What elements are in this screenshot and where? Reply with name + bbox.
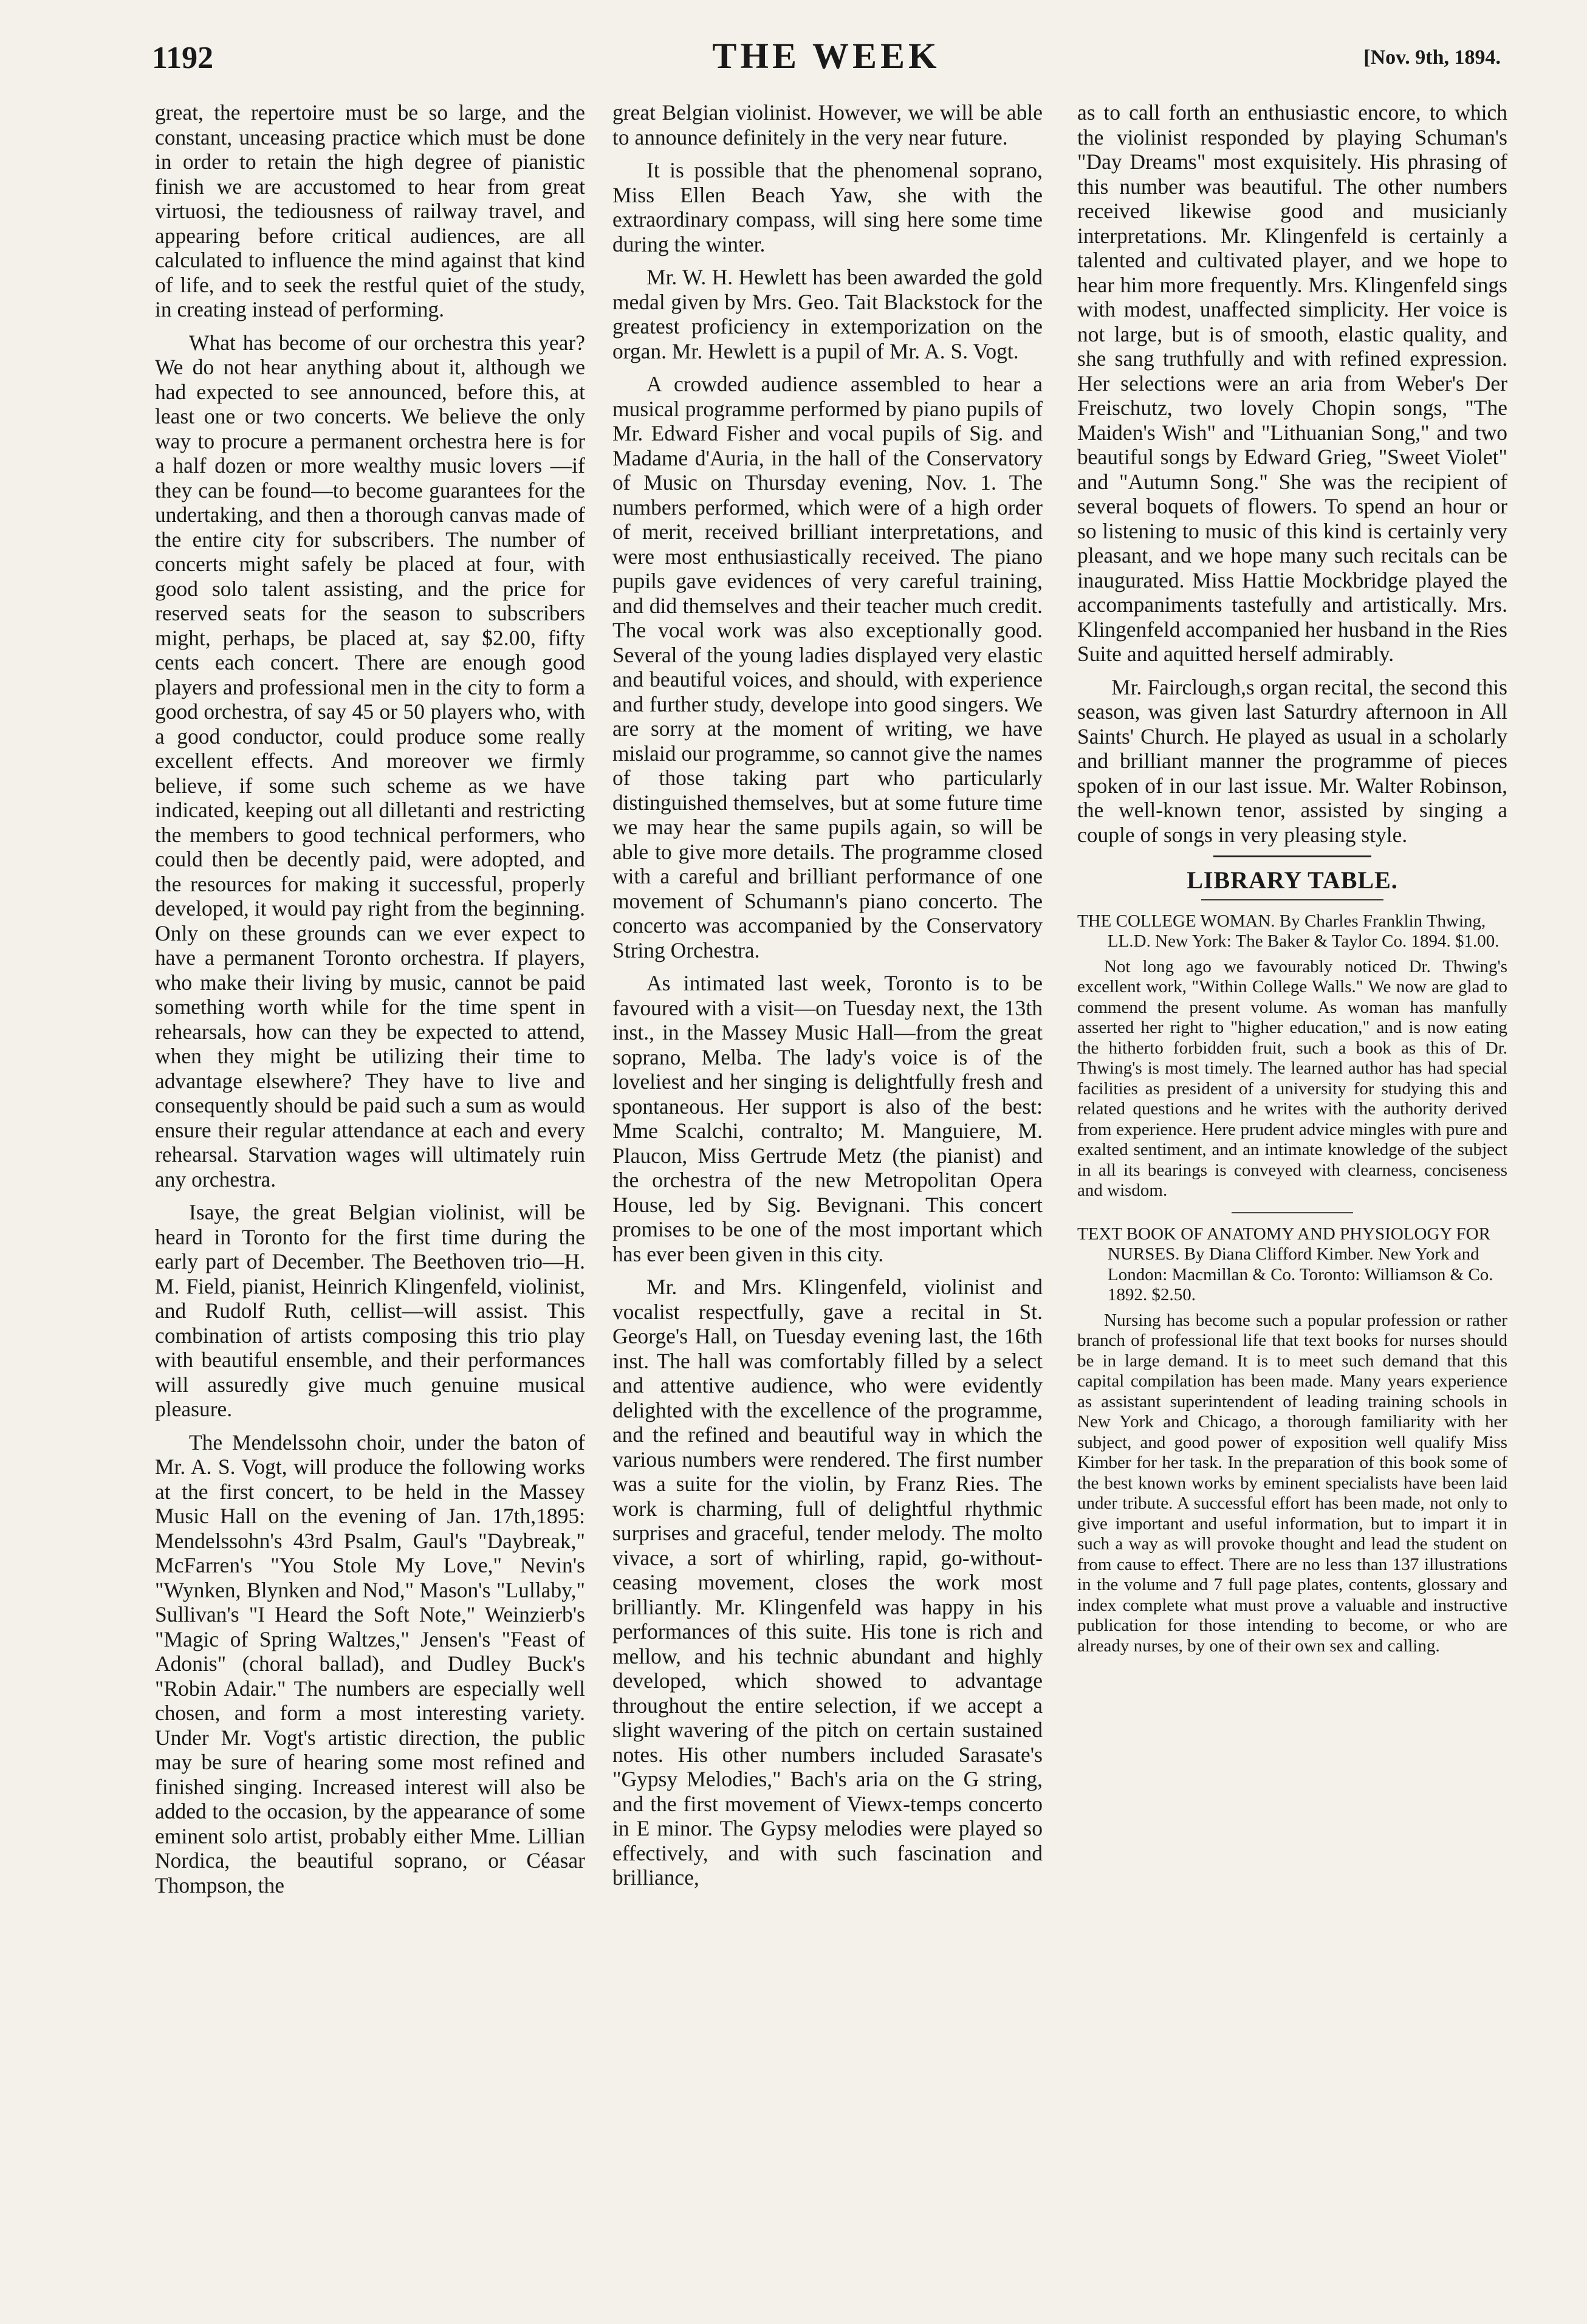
paragraph-melba: As intimated last week, Toronto is to be favoured with a visit—on Tuesday next, the 13th inst., in the Massey Music Hall—from the great soprano, Melba. The lady's voice is of the loveliest and her singing is delightfully fresh and spontaneous. Her support is also of the best: Mme Scalchi, contralto; M. Manguiere, M. Plaucon, Miss Gertrude Metz (the pianist) and the orchestra of the new Metropolitan Opera House, led by Sig. Bevignani. This concert promises to be one of the most important which has ever been given in this city.: [612, 971, 1043, 1266]
paragraph-encore: as to call forth an enthusiastic encore, to which the violinist responded by playing Schuman's "Day Dreams" most exquisitely. His phrasing of this number was beautiful. The other numbers received likewise good and musicianly interpretations. Mr. Klingenfeld is certainly a talented and cultivated player, and we hope to hear him more frequently. Mrs. Klingenfeld sings with modest, unaffected simplicity. Her voice is not large, but is of smooth, elastic quality, and she sang truthfully and with refined expression. Her selections were an aria from Weber's Der Freischutz, two lovely Chopin songs, "The Maiden's Wish" and "Lithuanian Song," and two beautiful songs by Edward Grieg, "Sweet Violet" and "Autumn Song." She was the recipient of several boquets of flowers. To spend an hour or so listening to music of this kind is certainly very pleasant, and we hope many such recitals can be inaugurated. Miss Hattie Mockbridge played the accompaniments tastefully and artistically. Mrs. Klingenfeld accompanied her husband in the Ries Suite and aquitted herself admirably.: [1077, 100, 1507, 666]
page-number: 1192: [152, 41, 214, 75]
paragraph-isaye: Isaye, the great Belgian violinist, will be heard in Toronto for the first time during the early part of December. The Beethoven trio—H. M. Field, pianist, Heinrich Klingenfeld, violinist, and Rudolf Ruth, cellist—will assist. This combination of artists composing this trio play with beautiful ensemble, and their performances will assuredly give much genuine musical pleasure.: [155, 1200, 585, 1421]
review-1-body: Not long ago we favourably noticed Dr. Thwing's excellent work, "Within College Walls." We now are glad to commend the present volume. As woman has manfully asserted her right to "higher education," and is now eating the hitherto forbidden fruit, such a book as this of Dr. Thwing's is most timely. The learned author has had special facilities as president of a university for studying this and related questions and he writes with the authority derived from experience. Here prudent advice mingles with pure and exalted sentiment, and an intimate knowledge of the subject in all its bearings is conveyed with clearness, conciseness and wisdom.: [1077, 956, 1507, 1200]
title-underline: [1201, 899, 1383, 900]
review-2-bibliography: TEXT BOOK OF ANATOMY AND PHYSIOLOGY FOR NURSES. By Diana Clifford Kimber. New York and London: Macmillan & Co. Toronto: Williamson & Co. 1892. $2.50.: [1077, 1224, 1493, 1304]
newspaper-title: THE WEEK: [712, 36, 941, 76]
section-divider: [1213, 855, 1371, 857]
column-2: [612, 100, 1043, 2300]
section-title: LIBRARY TABLE.: [1187, 866, 1398, 894]
review-divider: [1232, 1212, 1353, 1213]
review-2-body: Nursing has become such a popular profession or rather branch of professional life that text books for nurses should be in large demand. It is to meet such demand that this capital compilation has been made. Many years experience as assistant superintendent of leading training schools in New York and Chicago, a thorough familiarity with her subject, and good power of exposition well qualify Miss Kimber for her task. In the preparation of this book some of the best known works by eminent specialists have been laid under tribute. A successful effort has been made, not only to give important and useful information, but to impart it in such a way as will provoke thought and lead the student on from cause to effect. There are no less than 137 illustrations in the volume and 7 full page plates, contents, glossary and index complete what must prove a valuable and instructive publication for those intending to become, or who are already nurses, by one of their own sex and calling.: [1077, 1310, 1507, 1656]
paragraph-mendelssohn-choir: The Mendelssohn choir, under the baton of Mr. A. S. Vogt, will produce the following works at the first concert, to be held in the Massey Music Hall on the evening of Jan. 17th,1895: Mendelssohn's 43rd Psalm, Gaul's "Daybreak," McFarren's "You Stole My Love," Nevin's "Wynken, Blynken and Nod," Mason's "Lullaby," Sullivan's "I Heard the Soft Note," Weinzierb's "Magic of Spring Waltzes," Jensen's "Feast of Adonis" (choral ballad), and Dudley Buck's "Robin Adair." The numbers are especially well chosen, and form a most interesting variety. Under Mr. Vogt's artistic direction, the public may be sure of hearing some most refined and finished singing. Increased interest will also be added to the occasion, by the appearance of some eminent solo artist, probably either Mme. Lillian Nordica, the beautiful soprano, or Céasar Thompson, the: [155, 1430, 585, 1897]
paragraph-repertoire: great, the repertoire must be so large, and the constant, unceasing practice which must be done in order to retain the high degree of pianistic finish we are accustomed to hear from great virtuosi, the tediousness of railway travel, and appearing before critical audiences, are all calculated to influence the mind against that kind of life, and to seek the restful quiet of the study, in creating instead of performing.: [155, 100, 585, 321]
column-1: [155, 100, 585, 2300]
review-1-bibliography: THE COLLEGE WOMAN. By Charles Franklin Thwing, LL.D. New York: The Baker & Taylor Co. 1894. $1.00.: [1077, 911, 1500, 951]
paragraph-fairclough: Mr. Fairclough,s organ recital, the second this season, was given last Saturdry afternoon in All Saints' Church. He played as usual in a scholarly and brilliant manner the programme of pieces spoken of in our last issue. Mr. Walter Robinson, the well-known tenor, assisted by singing a couple of songs in very pleasing style.: [1077, 674, 1507, 847]
paragraph-orchestra: What has become of our orchestra this year? We do not hear anything about it, although we had expected to see announced, before this, at least one or two concerts. We believe the only way to procure a permanent orchestra here is for a half dozen or more wealthy music lovers —if they can be found—to become guarantees for the undertaking, and then a thorough canvas made of the entire city for subscribers. The number of concerts might safely be placed at four, with good solo talent assisting, and the price for reserved seats for the season to subscribers might, perhaps, be placed at, say $2.00, fifty cents each concert. There are enough good players and professional men in the city to form a good orchestra, of say 45 or 50 players who, with a good conductor, could produce some really excellent effects. And moreover we firmly believe, if some such scheme as we have indicated, keeping out all dilletanti and restricting the members to good technical performers, who could then be decently paid, were adopted, and the resources for making it successful, properly developed, it would pay right from the beginning. Only on these grounds can we ever expect to have a permanent Toronto orchestra. If players, who make their living by music, cannot be paid something worth while for the time spent in rehearsals, how can they be expected to attend, when they might be utilizing their time to advantage elsewhere? They have to live and consequently should be paid such a sum as would ensure their regular attendance at each and every rehearsal. Starvation wages will ultimately ruin any orchestra.: [155, 330, 585, 1191]
column-3: [1077, 100, 1507, 2300]
paragraph-hewlett: Mr. W. H. Hewlett has been awarded the gold medal given by Mrs. Geo. Tait Blackstock for the greatest proficiency in extemporization on the organ. Mr. Hewlett is a pupil of Mr. A. S. Vogt.: [612, 265, 1043, 363]
issue-date: [Nov. 9th, 1894.: [1363, 46, 1501, 69]
review-anatomy-nurses: [1077, 1224, 1507, 1657]
page-header: [152, 35, 1501, 78]
paragraph-klingenfeld: Mr. and Mrs. Klingenfeld, violinist and vocalist respectfully, gave a recital in St. George's Hall, on Tuesday evening last, the 16th inst. The hall was comfortably filled by a select and attentive audience, who were evidently delighted with the excellence of the programme, and the refined and beautiful way in which the various numbers were rendered. The first number was a suite for the violin, by Franz Ries. The work is charming, full of delightful rhythmic surprises and graceful, tender melody. The molto vivace, a sort of whirling, rapid, go-without-ceasing movement, closes the work most brilliantly. Mr. Klingenfeld was happy in his performances of this suite. His tone is rich and mellow, and his technic abundant and highly developed, which showed to advantage throughout the entire selection, if we accept a slight wavering of the pitch on certain sustained notes. His other numbers included Sarasate's "Gypsy Melodies," Bach's aria on the G string, and the first movement of Viewx-temps concerto in E minor. The Gypsy melodies were played so effectively, and with such fascination and brilliance,: [612, 1275, 1043, 1890]
paragraph-ellen-beach-yaw: It is possible that the phenomenal soprano, Miss Ellen Beach Yaw, she with the extraordinary compass, will sing here some time during the winter.: [612, 158, 1043, 256]
paragraph-belgian-violinist: great Belgian violinist. However, we will be able to announce definitely in the very near future.: [612, 100, 1043, 149]
review-college-woman: [1077, 911, 1507, 1201]
paragraph-conservatory: A crowded audience assembled to hear a musical programme performed by piano pupils of Mr. Edward Fisher and vocal pupils of Sig. and Madame d'Auria, in the hall of the Conservatory of Music on Thursday evening, Nov. 1. The numbers performed, which were of a high order of merit, received brilliant interpretations, and were most enthusiastically received. The piano pupils gave evidences of very careful training, and did themselves and their teacher much credit. The vocal work was also exceptionally good. Several of the young ladies displayed very elastic and beautiful voices, and should, with experience and further study, develope into good singers. We are sorry at the moment of writing, we have mislaid our programme, so cannot give the names of those taking part who particularly distinguished themselves, but at some future time we may hear the same pupils again, so will be able to give more details. The programme closed with a careful and brilliant performance of one movement of Schumann's piano concerto. The concerto was accompanied by the Conservatory String Orchestra.: [612, 372, 1043, 962]
